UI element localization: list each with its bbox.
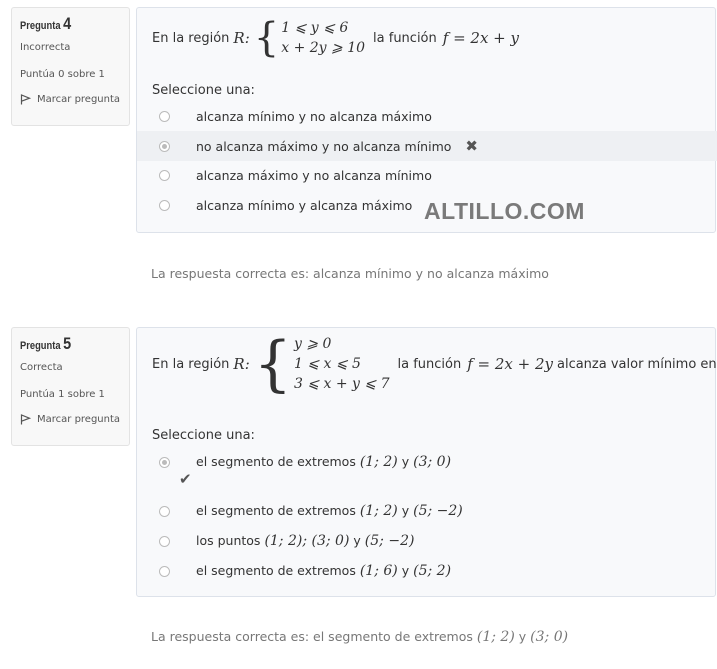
incorrect-x-icon: ✖	[465, 137, 478, 155]
question-4-state: Incorrecta	[20, 42, 71, 53]
question-4-option-3[interactable]: alcanza máximo y no alcanza mínimo	[137, 161, 717, 189]
correct-check-icon: ✔	[179, 470, 192, 488]
watermark-logo: ALTILLO.COM	[424, 198, 585, 224]
question-4-option-4[interactable]: alcanza mínimo y alcanza máximo	[137, 191, 717, 219]
question-4-grade: Puntúa 0 sobre 1	[20, 69, 105, 80]
radio-button[interactable]	[159, 170, 170, 181]
question-5-info	[11, 327, 130, 446]
question-5-option-3[interactable]: los puntos (1; 2); (3; 0) y (5; −2)	[137, 527, 717, 555]
radio-button[interactable]	[159, 536, 170, 547]
flag-question-5-link[interactable]: Marcar pregunta	[20, 414, 129, 425]
radio-button-selected[interactable]	[159, 457, 170, 468]
radio-button[interactable]	[159, 566, 170, 577]
question-4-feedback: La respuesta correcta es: alcanza mínimo y no alcanza máximo	[151, 266, 549, 281]
question-5-number: Pregunta 5	[20, 334, 72, 353]
question-5-prompt: Seleccione una:	[152, 428, 255, 443]
question-4-info	[11, 7, 130, 126]
question-4-option-1[interactable]: alcanza mínimo y no alcanza máximo	[137, 102, 717, 130]
radio-button[interactable]	[159, 111, 170, 122]
question-5-option-2[interactable]: el segmento de extremos (1; 2) y (5; −2)	[137, 497, 717, 525]
question-5-feedback: La respuesta correcta es: el segmento de extremos (1; 2) y (3; 0)	[151, 629, 569, 645]
question-5-state: Correcta	[20, 362, 63, 373]
question-4-system: 1 ⩽ y ⩽ 6 x + 2y ⩾ 10	[281, 20, 366, 56]
question-4-number: Pregunta 4	[20, 14, 72, 33]
question-5-content	[136, 327, 716, 597]
question-5-option-4[interactable]: el segmento de extremos (1; 6) y (5; 2)	[137, 557, 717, 585]
question-4-prompt: Seleccione una:	[152, 83, 255, 98]
radio-button[interactable]	[159, 506, 170, 517]
radio-button[interactable]	[159, 200, 170, 211]
question-5-text: En la región R: { y ⩾ 0 1 ⩽ x ⩽ 5 3 ⩽ x + y ⩽ 7 la función f = 2x + 2y alcanza valor mínimo en	[152, 329, 717, 399]
radio-button-selected[interactable]	[159, 141, 170, 152]
flag-icon	[20, 414, 31, 425]
question-5-system: y ⩾ 0 1 ⩽ x ⩽ 5 3 ⩽ x + y ⩽ 7	[293, 336, 390, 392]
flag-icon	[20, 94, 31, 105]
question-5-option-1[interactable]: el segmento de extremos (1; 2) y (3; 0)	[137, 448, 717, 476]
question-4-option-2[interactable]: no alcanza máximo y no alcanza mínimo ✖	[137, 131, 717, 161]
flag-question-4-link[interactable]: Marcar pregunta	[20, 94, 129, 105]
question-5-grade: Puntúa 1 sobre 1	[20, 389, 105, 400]
question-4-text: En la región R: { 1 ⩽ y ⩽ 6 x + 2y ⩾ 10 la función f = 2x + y	[152, 15, 519, 61]
